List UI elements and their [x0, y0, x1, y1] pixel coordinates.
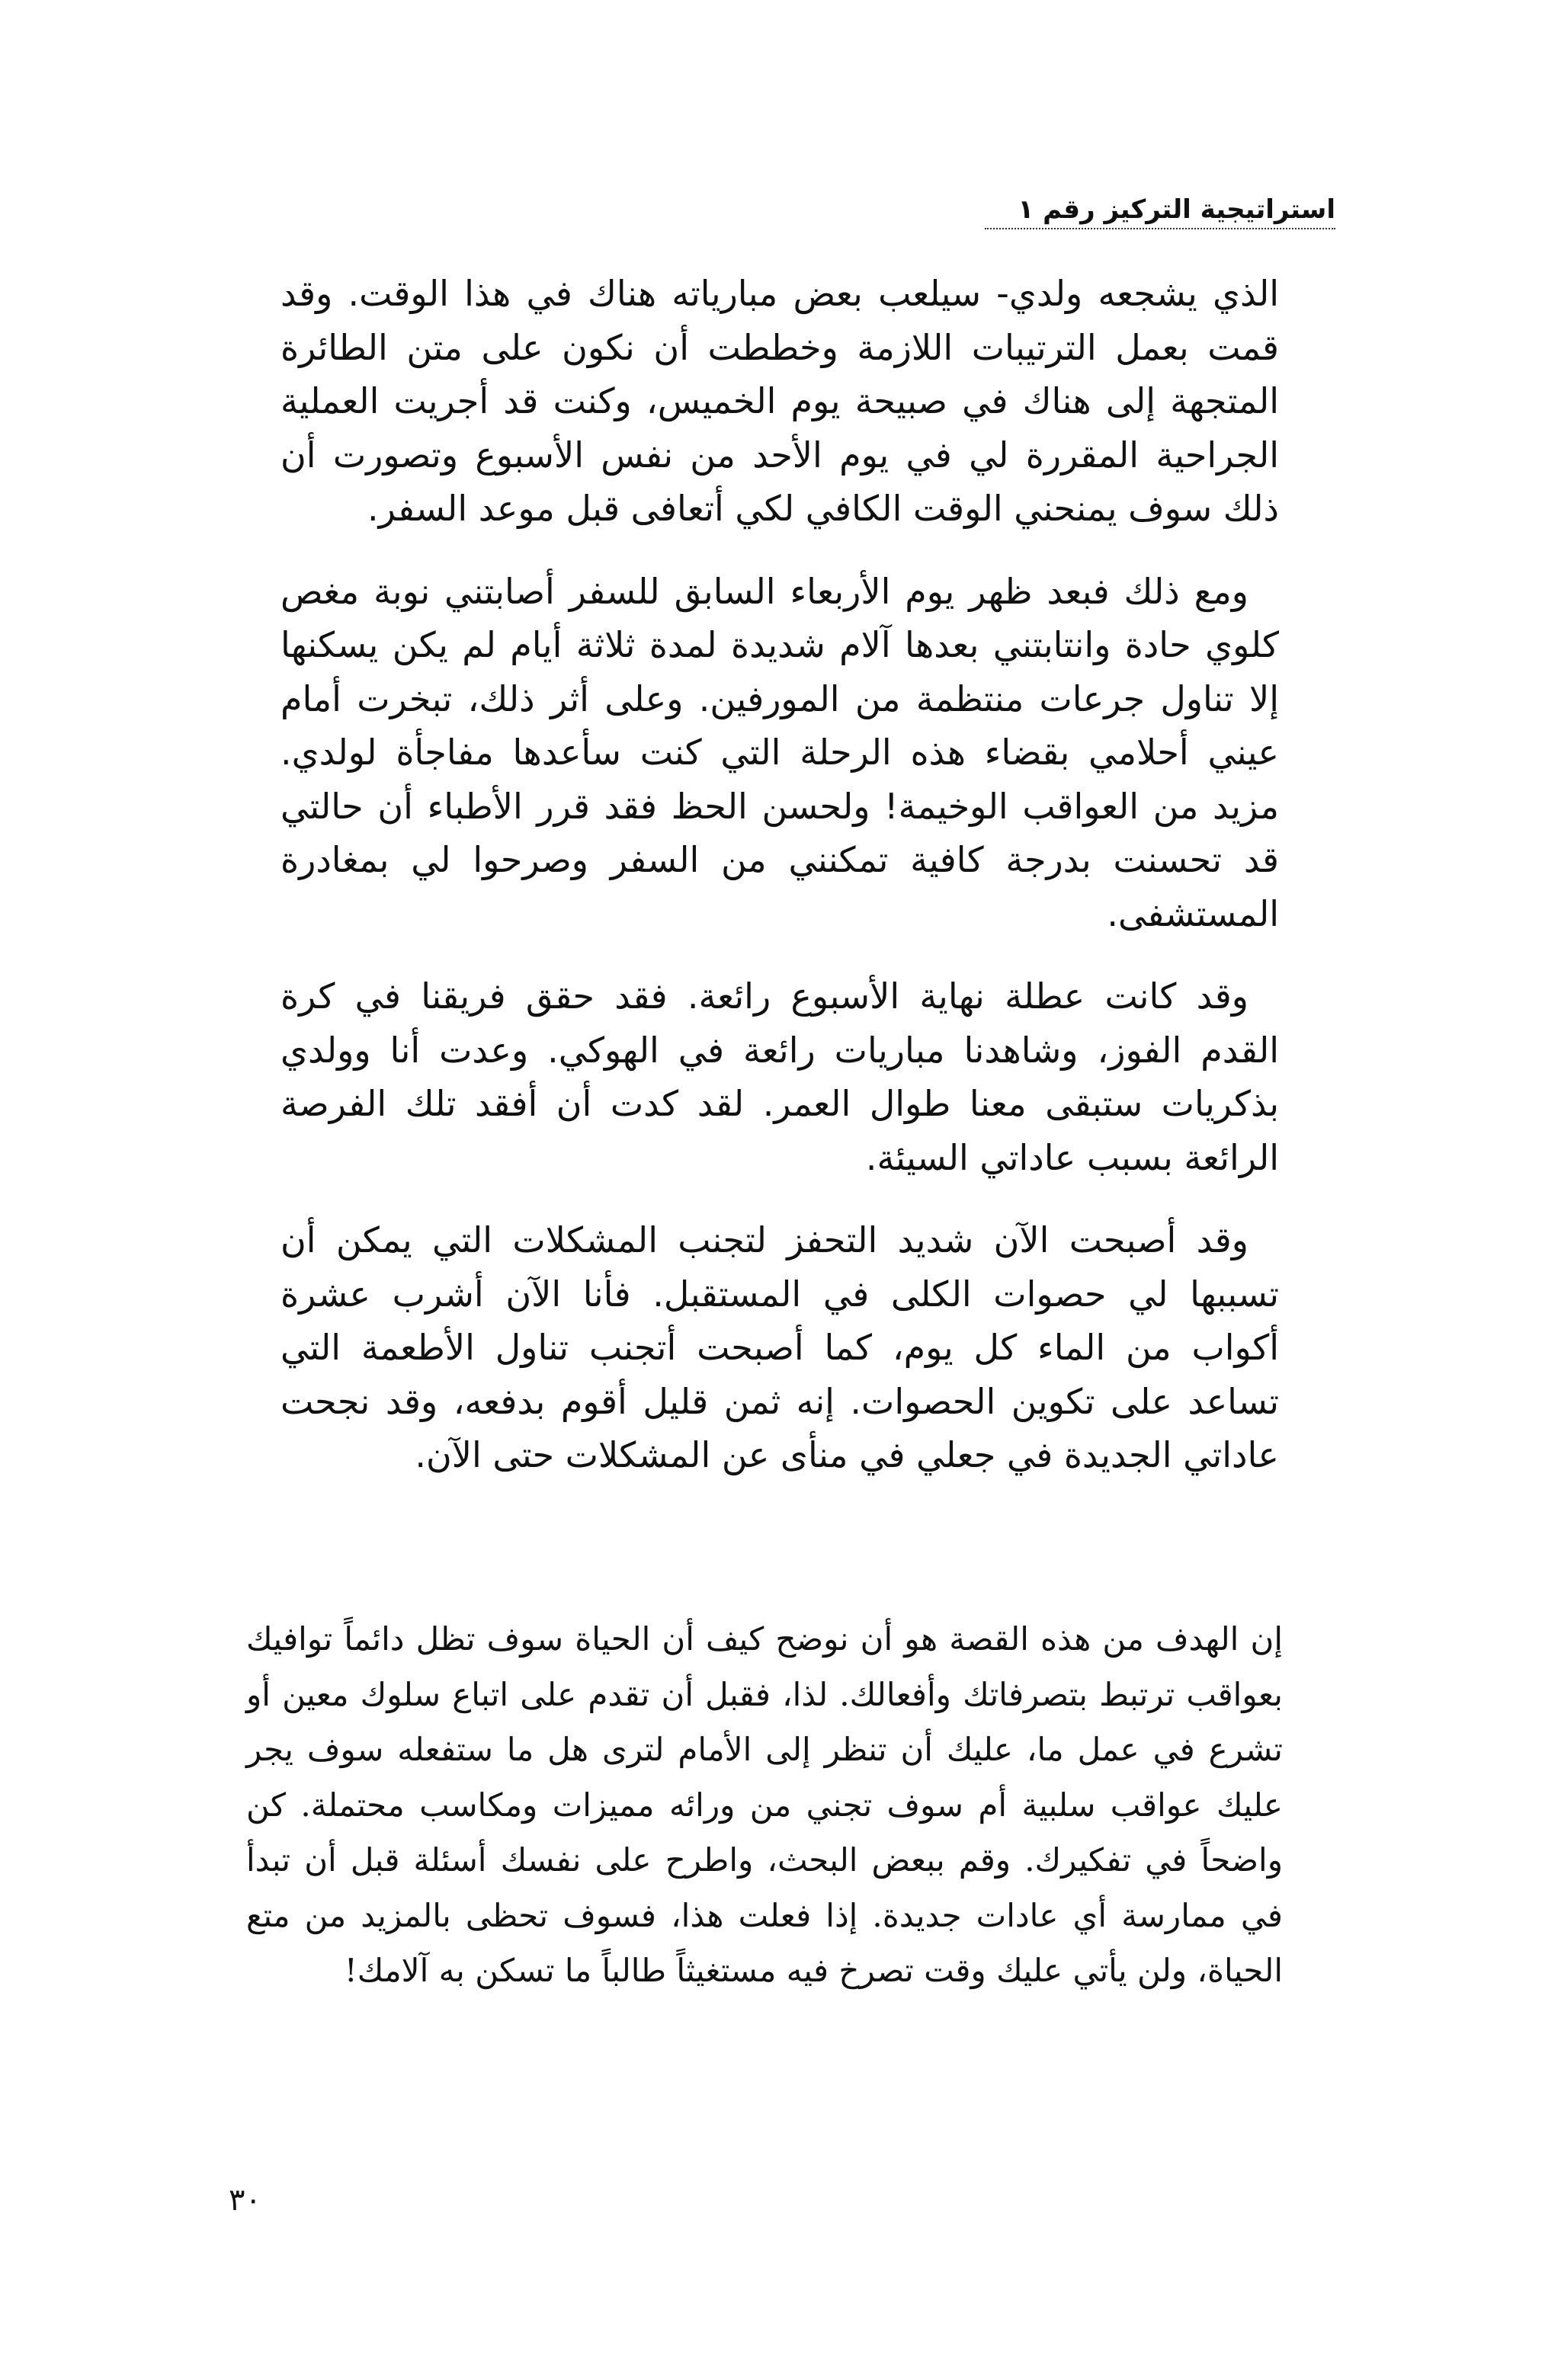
story-paragraph-3: وقد كانت عطلة نهاية الأسبوع رائعة. فقد حقق فريقنا في كرة القدم الفوز، وشاهدنا مباريات رائعة في الهوكي. وعدت أنا وولدي بذكريات ستبقى معنا طوال العمر. لقد كدت أن أفقد تلك الفرصة الرائعة بسبب عاداتي السيئة. — [280, 975, 1279, 1178]
story-paragraph-1: الذي يشجعه ولدي- سيلعب بعض مبارياته هناك في هذا الوقت. وقد قمت بعمل الترتيبات اللازمة وخططت أن نكون على متن الطائرة المتجهة إلى هناك في صبيحة يوم الخميس، وكنت قد أجريت العملية الجراحية المقررة لي في يوم الأحد من نفس الأسبوع وتصورت أن ذلك سوف يمنحني الوقت الكافي لكي أتعافى قبل موعد السفر. — [280, 273, 1279, 529]
page-number: ٣٠ — [229, 2183, 261, 2218]
story-section — [280, 267, 1279, 1511]
story-paragraph-4: وقد أصبحت الآن شديد التحفز لتجنب المشكلات التي يمكن أن تسببها لي حصوات الكلى في المستقبل. فأنا الآن أشرب عشرة أكواب من الماء كل يوم، كما أصبحت أتجنب تناول الأطعمة التي تساعد على تكوين الحصوات. إنه ثمن قليل أقوم بدفعه، وقد نجحت عاداتي الجديدة في جعلي في منأى عن المشكلات حتى الآن. — [280, 1219, 1279, 1475]
commentary-paragraph: إن الهدف من هذه القصة هو أن نوضح كيف أن الحياة سوف تظل دائماً توافيك بعواقب ترتبط بتصرفاتك وأفعالك. لذا، فقبل أن تقدم على اتباع سلوك معين أو تشرع في عمل ما، عليك أن تنظر إلى الأمام لترى هل ما ستفعله سوف يجر عليك عواقب سلبية أم سوف تجني من ورائه مميزات ومكاسب محتملة. كن واضحاً في تفكيرك. وقم ببعض البحث، واطرح على نفسك أسئلة قبل أن تبدأ في ممارسة أي عادات جديدة. إذا فعلت هذا، فسوف تحظى بالمزيد من متع الحياة، ولن يأتي عليك وقت تصرخ فيه مستغيثاً طالباً ما تسكن به آلامك! — [246, 1620, 1283, 1989]
running-header-title: استراتيجية التركيز رقم ١ — [985, 194, 1335, 229]
story-paragraph-2: ومع ذلك فبعد ظهر يوم الأربعاء السابق للسفر أصابتني نوبة مغص كلوي حادة وانتابتني بعدها آلام شديدة لمدة ثلاثة أيام لم يكن يسكنها إلا تناول جرعات منتظمة من المورفين. وعلى أثر ذلك، تبخرت أمام عيني أحلامي بقضاء هذه الرحلة التي كنت سأعدها مفاجأة لولدي. مزيد من العواقب الوخيمة! ولحسن الحظ فقد قرر الأطباء أن حالتي قد تحسنت بدرجة كافية تمكنني من السفر وصرحوا لي بمغادرة المستشفى. — [280, 570, 1279, 934]
